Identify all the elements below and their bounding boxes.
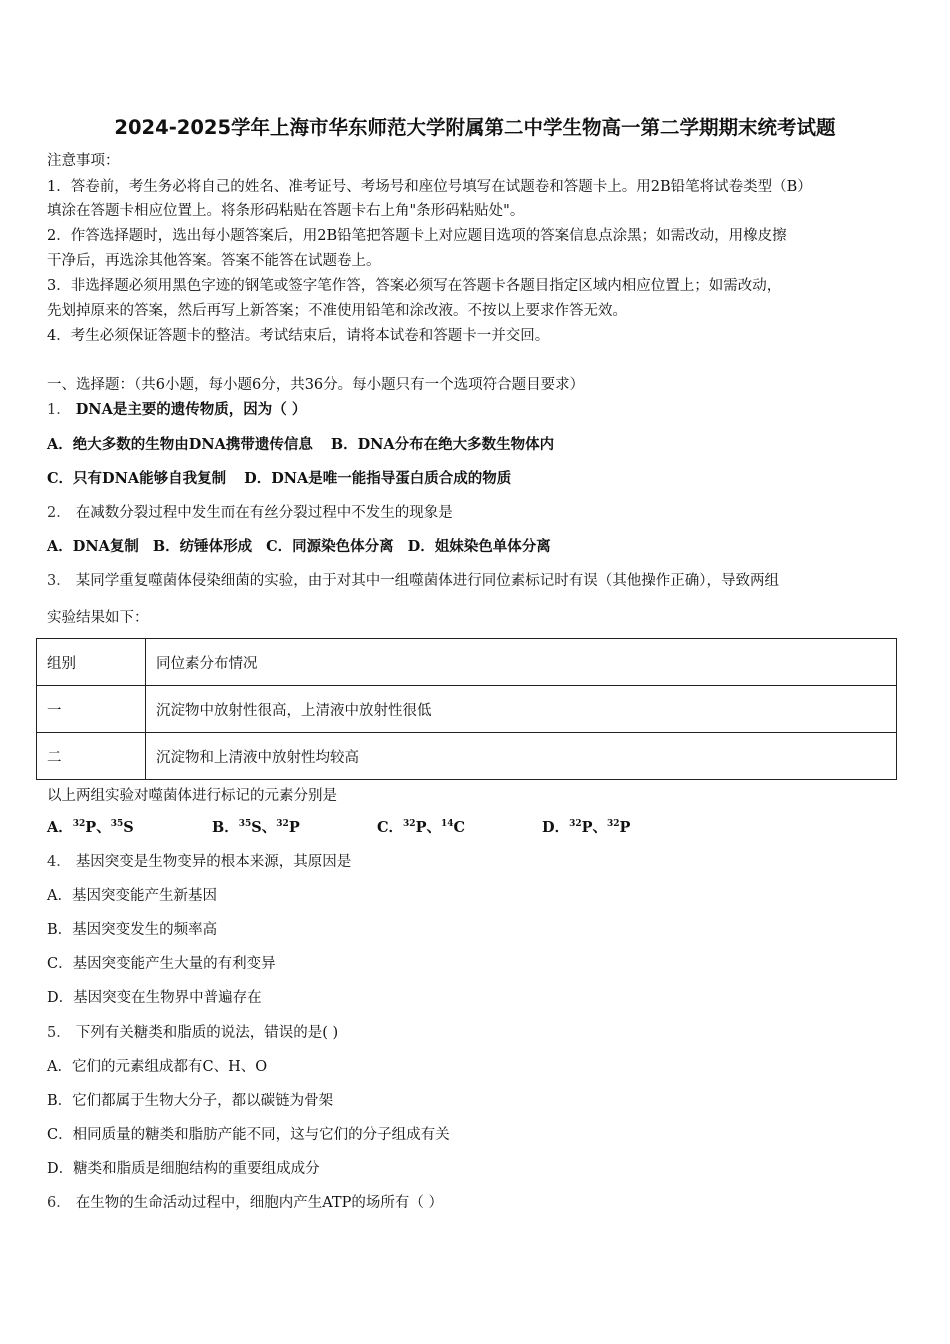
option-c: C．基因突变能产生大量的有利变异 (47, 956, 276, 972)
question-number: 4． (47, 854, 71, 870)
question-1 (47, 401, 306, 419)
table-cell: 沉淀物和上清液中放射性均较高 (146, 733, 897, 780)
table-header-cell: 同位素分布情况 (146, 639, 897, 686)
question-4 (47, 853, 351, 871)
option-c: C．相同质量的糖类和脂肪产能不同，这与它们的分子组成有关 (47, 1127, 450, 1143)
question-number: 3． (47, 573, 71, 589)
table-cell: 一 (37, 686, 146, 733)
option-d: D．姐妹染色单体分离 (407, 538, 551, 555)
question-stem: 在生物的生命活动过程中，细胞内产生ATP的场所有（ ） (75, 1195, 443, 1211)
question-1-options-row2 (47, 470, 511, 488)
option-a: A．基因突变能产生新基因 (47, 888, 217, 904)
notes-line: 4．考生必须保证答题卡的整洁。考试结束后，请将本试卷和答题卡一并交回。 (47, 328, 550, 344)
question-stem: 某同学重复噬菌体侵染细菌的实验，由于对其中一组噬菌体进行同位素标记时有误（其他操作正确），导致两组 (75, 573, 779, 589)
notes-heading: 注意事项： (47, 153, 120, 169)
table-cell: 二 (37, 733, 146, 780)
question-2 (47, 504, 453, 522)
option-c: C．$^{32}$P、$^{14}$C (377, 819, 466, 836)
question-3 (47, 572, 779, 590)
question-number: 6． (47, 1195, 71, 1211)
notes-line: 干净后，再选涂其他答案。答案不能答在试题卷上。 (47, 253, 381, 269)
question-stem: 在减数分裂过程中发生而在有丝分裂过程中不发生的现象是 (75, 505, 453, 521)
question-1-options-row1 (47, 436, 554, 454)
table-row (37, 733, 897, 780)
notes-line: 先划掉原来的答案，然后再写上新答案；不准使用铅笔和涂改液。不按以上要求作答无效。 (47, 303, 627, 319)
isotope-table (36, 638, 897, 780)
question-stem: DNA是主要的遗传物质，因为（ ） (75, 401, 307, 418)
question-number: 2． (47, 505, 71, 521)
option-c: C．同源染色体分离 (266, 538, 394, 555)
option-b: B．DNA分布在绝大多数生物体内 (330, 436, 555, 453)
question-5 (47, 1024, 338, 1042)
option-b: B．$^{35}$S、$^{32}$P (212, 819, 300, 836)
question-number: 1． (47, 402, 71, 418)
question-stem: 下列有关糖类和脂质的说法，错误的是( ) (75, 1025, 339, 1041)
question-3-options (47, 819, 707, 837)
option-d: D．糖类和脂质是细胞结构的重要组成成分 (47, 1161, 320, 1177)
section-heading: 一、选择题：（共6小题，每小题6分，共36分。每小题只有一个选项符合题目要求） (47, 377, 585, 393)
option-b: B．基因突变发生的频率高 (47, 922, 218, 938)
option-a: A．$^{32}$P、$^{35}$S (47, 819, 134, 836)
exam-title: 2024-2025学年上海市华东师范大学附属第二中学生物高一第二学期期末统考试题 (114, 116, 836, 139)
option-b: B．它们都属于生物大分子，都以碳链为骨架 (47, 1093, 334, 1109)
option-a: A．它们的元素组成都有C、H、O (47, 1059, 268, 1075)
notes-line: 2．作答选择题时，选出每小题答案后，用2B铅笔把答题卡上对应题目选项的答案信息点涂黑；如需改动，用橡皮擦 (47, 228, 787, 244)
table-row (37, 686, 897, 733)
notes-line: 填涂在答题卡相应位置上。将条形码粘贴在答题卡右上角"条形码粘贴处"。 (47, 203, 525, 219)
question-3-stem-cont: 实验结果如下： (47, 610, 149, 626)
table-header-cell: 组别 (37, 639, 146, 686)
option-d: D．基因突变在生物界中普遍存在 (47, 990, 262, 1006)
question-6 (47, 1194, 443, 1212)
option-d: D．DNA是唯一能指导蛋白质合成的物质 (244, 470, 512, 487)
option-c: C．只有DNA能够自我复制 (47, 470, 227, 487)
question-3-after-table: 以上两组实验对噬菌体进行标记的元素分别是 (47, 788, 337, 804)
option-a: A．绝大多数的生物由DNA携带遗传信息 (47, 436, 313, 453)
notes-line: 3．非选择题必须用黑色字迹的钢笔或签字笔作答，答案必须写在答题卡各题目指定区域内相应位置上；如需改动， (47, 278, 782, 294)
option-a: A．DNA复制 (47, 538, 139, 555)
question-number: 5． (47, 1025, 71, 1041)
table-cell: 沉淀物中放射性很高，上清液中放射性很低 (146, 686, 897, 733)
option-d: D．$^{32}$P、$^{32}$P (542, 819, 631, 836)
option-b: B．纺锤体形成 (152, 538, 253, 555)
question-2-options (47, 538, 551, 556)
question-stem: 基因突变是生物变异的根本来源，其原因是 (75, 854, 352, 870)
notes-line: 1．答卷前，考生务必将自己的姓名、准考证号、考场号和座位号填写在试题卷和答题卡上。用2B铅笔将试卷类型（B） (47, 179, 812, 195)
table-header-row (37, 639, 897, 686)
